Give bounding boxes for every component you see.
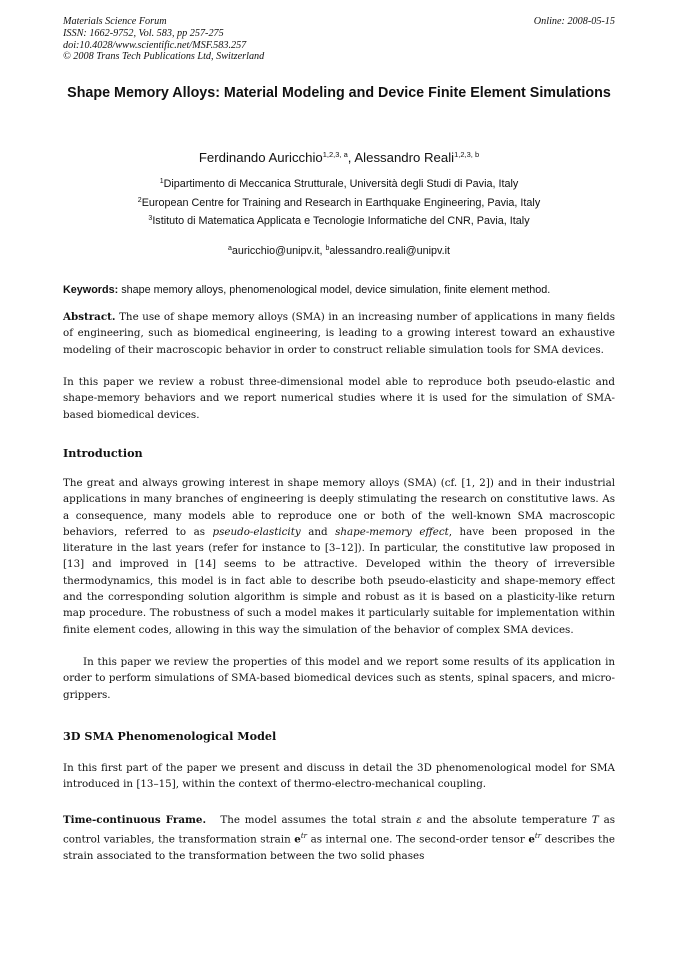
email-sup: b bbox=[325, 245, 330, 252]
abstract-label: Abstract. bbox=[63, 311, 116, 323]
keywords-text: shape memory alloys, phenomenological model, device simulation, finite element method. bbox=[118, 284, 551, 296]
affiliation-num: 3 bbox=[148, 215, 153, 222]
math-symbol: e bbox=[528, 833, 535, 846]
abstract-text: The use of shape memory alloys (SMA) in an increasing number of applications in many fields of engineering, such as biomedical engineering, is leading to a growing interest toward an exhaustive modeling of their macroscopic behavior in order to construct reliable simulation tools for SMA devices. bbox=[63, 311, 615, 356]
math-symbol: T bbox=[591, 814, 599, 826]
affiliation-text: Dipartimento di Meccanica Strutturale, Università degli Studi di Pavia, Italy bbox=[163, 178, 519, 190]
text-run: and bbox=[300, 525, 336, 538]
text-run: , have been proposed in the literature in the last years (refer for instance to [3–12]). In particular, the constitutive law proposed in [13] and improved in [14] seems to be attractive. Developed within the theory of irreversible thermodynamics, this model is in fact able to describe both pseudo-elasticity and shape-memory effect and the corresponding solution algorithm is simple and robust as it is based on a plasticity-like return map procedure. The robustness of such a model makes it particularly suitable for implementation within finite element codes, allowing in this way the simulation of the behavior of complex SMA devices. bbox=[63, 525, 615, 636]
copyright: © 2008 Trans Tech Publications Ltd, Switzerland bbox=[63, 51, 265, 63]
email-line bbox=[63, 242, 615, 258]
text-run: and the absolute temperature bbox=[421, 814, 592, 826]
author-name: Alessandro Reali bbox=[354, 150, 455, 165]
introduction-paragraph-2: In this paper we review the properties of this model and we report some results of its application in order to perform simulations of SMA-based biomedical devices such as stents, spinal spacers, and micro-grippers. bbox=[63, 656, 615, 701]
keywords-label: Keywords: bbox=[63, 284, 119, 296]
text-run: The model assumes the total strain bbox=[206, 814, 417, 826]
author-affiliation-sup: 1,2,3, a bbox=[322, 150, 348, 159]
affiliation-num: 2 bbox=[137, 196, 142, 204]
affiliation bbox=[63, 193, 615, 212]
affiliation-text: Istituto di Matematica Applicata e Tecnologie Informatiche del CNR, Pavia, Italy bbox=[152, 215, 530, 227]
issn: ISSN: 1662-9752, Vol. 583, pp 257-275 bbox=[63, 27, 224, 39]
section-heading-model: 3D SMA Phenomenological Model bbox=[63, 729, 277, 743]
journal-header bbox=[63, 16, 264, 63]
journal-name: Materials Science Forum bbox=[63, 16, 167, 27]
affiliation bbox=[63, 211, 615, 230]
affiliations bbox=[63, 174, 615, 230]
online-date: Online: 2008-05-15 bbox=[533, 16, 615, 27]
email-link[interactable]: alessandro.reali@unipv.it bbox=[329, 245, 450, 257]
math-symbol: ε bbox=[416, 814, 422, 826]
emphasis: pseudo-elasticity bbox=[212, 525, 301, 538]
text-run: describes the strain associated to the transformation between the two solid phases bbox=[63, 833, 615, 863]
text-run: as internal one. The second-order tensor bbox=[307, 833, 529, 846]
text-run: as control variables, the transformation strain bbox=[63, 814, 615, 846]
model-paragraph-2 bbox=[63, 812, 615, 864]
email-separator: , bbox=[319, 245, 326, 257]
author-name: Ferdinando Auricchio bbox=[198, 150, 323, 165]
introduction-paragraph-1 bbox=[63, 475, 615, 638]
author-line bbox=[63, 147, 615, 166]
abstract-paragraph bbox=[63, 309, 615, 358]
email-link[interactable]: auricchio@unipv.it bbox=[231, 245, 320, 257]
text-run: The great and always growing interest in shape memory alloys (SMA) (cf. [1, 2]) and in their industrial applications in many branches of engineering is deeply stimulating the research on constitutive laws. As a consequence, many models able to reproduce one or both of the well-known SMA macroscopic behaviors, referred to as bbox=[63, 477, 615, 538]
abstract-paragraph-2: In this paper we review a robust three-dimensional model able to reproduce both pseudo-elastic and shape-memory behaviors and we report numerical studies where it is used for the simulation of SMA-based biomedical devices. bbox=[63, 376, 615, 421]
math-superscript: tr bbox=[300, 832, 308, 841]
paper-title: Shape Memory Alloys: Material Modeling and Device Finite Element Simulations bbox=[67, 85, 611, 101]
emphasis: shape-memory effect bbox=[335, 525, 449, 538]
math-symbol: e bbox=[294, 833, 301, 846]
affiliation-num: 1 bbox=[159, 178, 164, 185]
keywords bbox=[63, 283, 623, 297]
author-separator: , bbox=[347, 150, 355, 165]
affiliation-text: European Centre for Training and Research in Earthquake Engineering, Pavia, Italy bbox=[141, 196, 541, 209]
email-sup: a bbox=[228, 245, 232, 252]
author-affiliation-sup: 1,2,3, b bbox=[454, 150, 480, 159]
math-superscript: tr bbox=[534, 832, 542, 841]
model-paragraph-1: In this first part of the paper we present and discuss in detail the 3D phenomenological model for SMA introduced in [13–15], within the context of thermo-electro-mechanical coupling. bbox=[63, 762, 615, 791]
affiliation bbox=[63, 174, 615, 193]
subsection-label: Time-continuous Frame. bbox=[63, 814, 207, 826]
section-heading-introduction: Introduction bbox=[63, 446, 143, 460]
doi: doi:10.4028/www.scientific.net/MSF.583.257 bbox=[63, 39, 247, 51]
